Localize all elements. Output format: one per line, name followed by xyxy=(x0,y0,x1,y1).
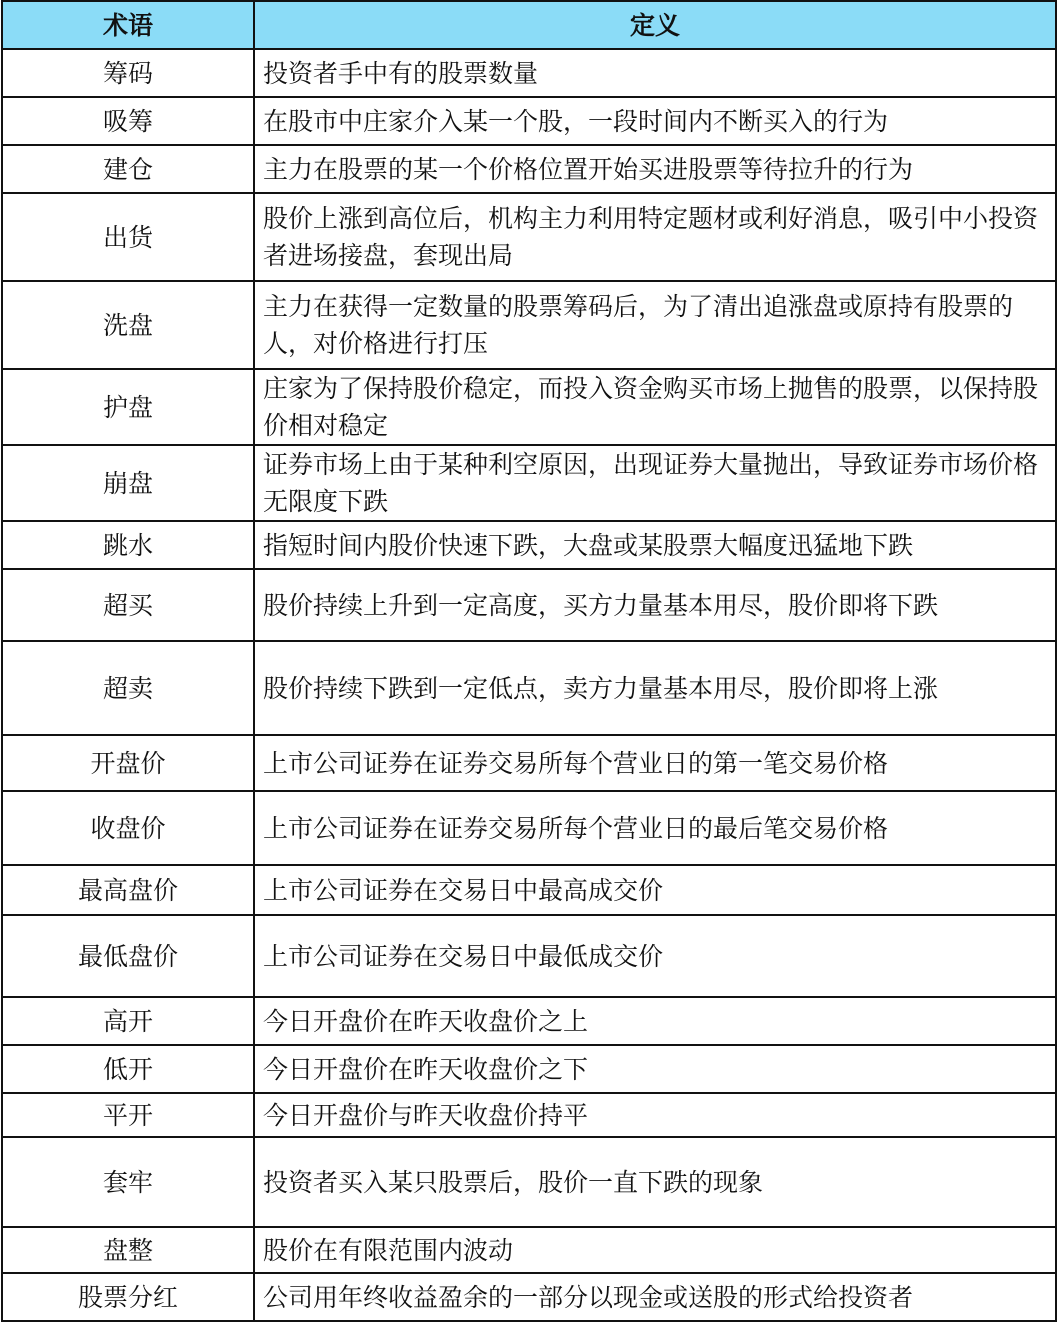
term-cell: 平开 xyxy=(2,1093,254,1137)
table-row xyxy=(2,1093,1056,1137)
definition-cell: 上市公司证券在证券交易所每个营业日的最后笔交易价格 xyxy=(254,791,1056,865)
definition-cell: 公司用年终收益盈余的一部分以现金或送股的形式给投资者 xyxy=(254,1273,1056,1321)
definition-cell: 今日开盘价在昨天收盘价之下 xyxy=(254,1045,1056,1093)
definition-cell: 证券市场上由于某种利空原因，出现证券大量抛出，导致证券市场价格无限度下跌 xyxy=(254,445,1056,521)
definition-cell: 投资者手中有的股票数量 xyxy=(254,49,1056,97)
term-cell: 护盘 xyxy=(2,369,254,445)
table-row xyxy=(2,915,1056,997)
term-cell: 跳水 xyxy=(2,521,254,569)
table-row xyxy=(2,97,1056,145)
table-row xyxy=(2,1137,1056,1227)
term-cell: 最高盘价 xyxy=(2,865,254,915)
table-row xyxy=(2,791,1056,865)
term-cell: 超卖 xyxy=(2,641,254,735)
table-row xyxy=(2,49,1056,97)
term-cell: 低开 xyxy=(2,1045,254,1093)
definition-cell: 在股市中庄家介入某一个股，一段时间内不断买入的行为 xyxy=(254,97,1056,145)
table-row xyxy=(2,865,1056,915)
term-cell: 套牢 xyxy=(2,1137,254,1227)
table-row xyxy=(2,145,1056,193)
table-row xyxy=(2,997,1056,1045)
table-row xyxy=(2,281,1056,369)
definition-cell: 投资者买入某只股票后，股价一直下跌的现象 xyxy=(254,1137,1056,1227)
table-row xyxy=(2,1227,1056,1273)
definition-cell: 股价持续下跌到一定低点，卖方力量基本用尽，股价即将上涨 xyxy=(254,641,1056,735)
definition-cell: 主力在获得一定数量的股票筹码后，为了清出追涨盘或原持有股票的人，对价格进行打压 xyxy=(254,281,1056,369)
definition-cell: 今日开盘价在昨天收盘价之上 xyxy=(254,997,1056,1045)
term-cell: 高开 xyxy=(2,997,254,1045)
definition-cell: 主力在股票的某一个价格位置开始买进股票等待拉升的行为 xyxy=(254,145,1056,193)
definition-cell: 上市公司证券在交易日中最低成交价 xyxy=(254,915,1056,997)
term-cell: 出货 xyxy=(2,193,254,281)
definition-cell: 上市公司证券在交易日中最高成交价 xyxy=(254,865,1056,915)
term-cell: 股票分红 xyxy=(2,1273,254,1321)
table-row xyxy=(2,735,1056,791)
term-cell: 最低盘价 xyxy=(2,915,254,997)
table-row xyxy=(2,521,1056,569)
terms-table xyxy=(1,0,1057,1322)
term-cell: 崩盘 xyxy=(2,445,254,521)
definition-cell: 指短时间内股价快速下跌，大盘或某股票大幅度迅猛地下跌 xyxy=(254,521,1056,569)
table-row xyxy=(2,641,1056,735)
definition-cell: 今日开盘价与昨天收盘价持平 xyxy=(254,1093,1056,1137)
table-row xyxy=(2,193,1056,281)
header-term: 术语 xyxy=(2,1,254,49)
definition-cell: 股价持续上升到一定高度，买方力量基本用尽，股价即将下跌 xyxy=(254,569,1056,641)
table-row xyxy=(2,569,1056,641)
term-cell: 建仓 xyxy=(2,145,254,193)
term-cell: 洗盘 xyxy=(2,281,254,369)
definition-cell: 庄家为了保持股价稳定，而投入资金购买市场上抛售的股票，以保持股价相对稳定 xyxy=(254,369,1056,445)
term-cell: 超买 xyxy=(2,569,254,641)
table-row xyxy=(2,369,1056,445)
table-row xyxy=(2,1273,1056,1321)
term-cell: 开盘价 xyxy=(2,735,254,791)
definition-cell: 上市公司证券在证券交易所每个营业日的第一笔交易价格 xyxy=(254,735,1056,791)
table-row xyxy=(2,1045,1056,1093)
term-cell: 收盘价 xyxy=(2,791,254,865)
term-cell: 筹码 xyxy=(2,49,254,97)
definition-cell: 股价在有限范围内波动 xyxy=(254,1227,1056,1273)
table-row xyxy=(2,445,1056,521)
term-cell: 盘整 xyxy=(2,1227,254,1273)
header-definition: 定义 xyxy=(254,1,1056,49)
header-row xyxy=(2,1,1056,49)
term-cell: 吸筹 xyxy=(2,97,254,145)
definition-cell: 股价上涨到高位后，机构主力利用特定题材或利好消息，吸引中小投资者进场接盘，套现出局 xyxy=(254,193,1056,281)
